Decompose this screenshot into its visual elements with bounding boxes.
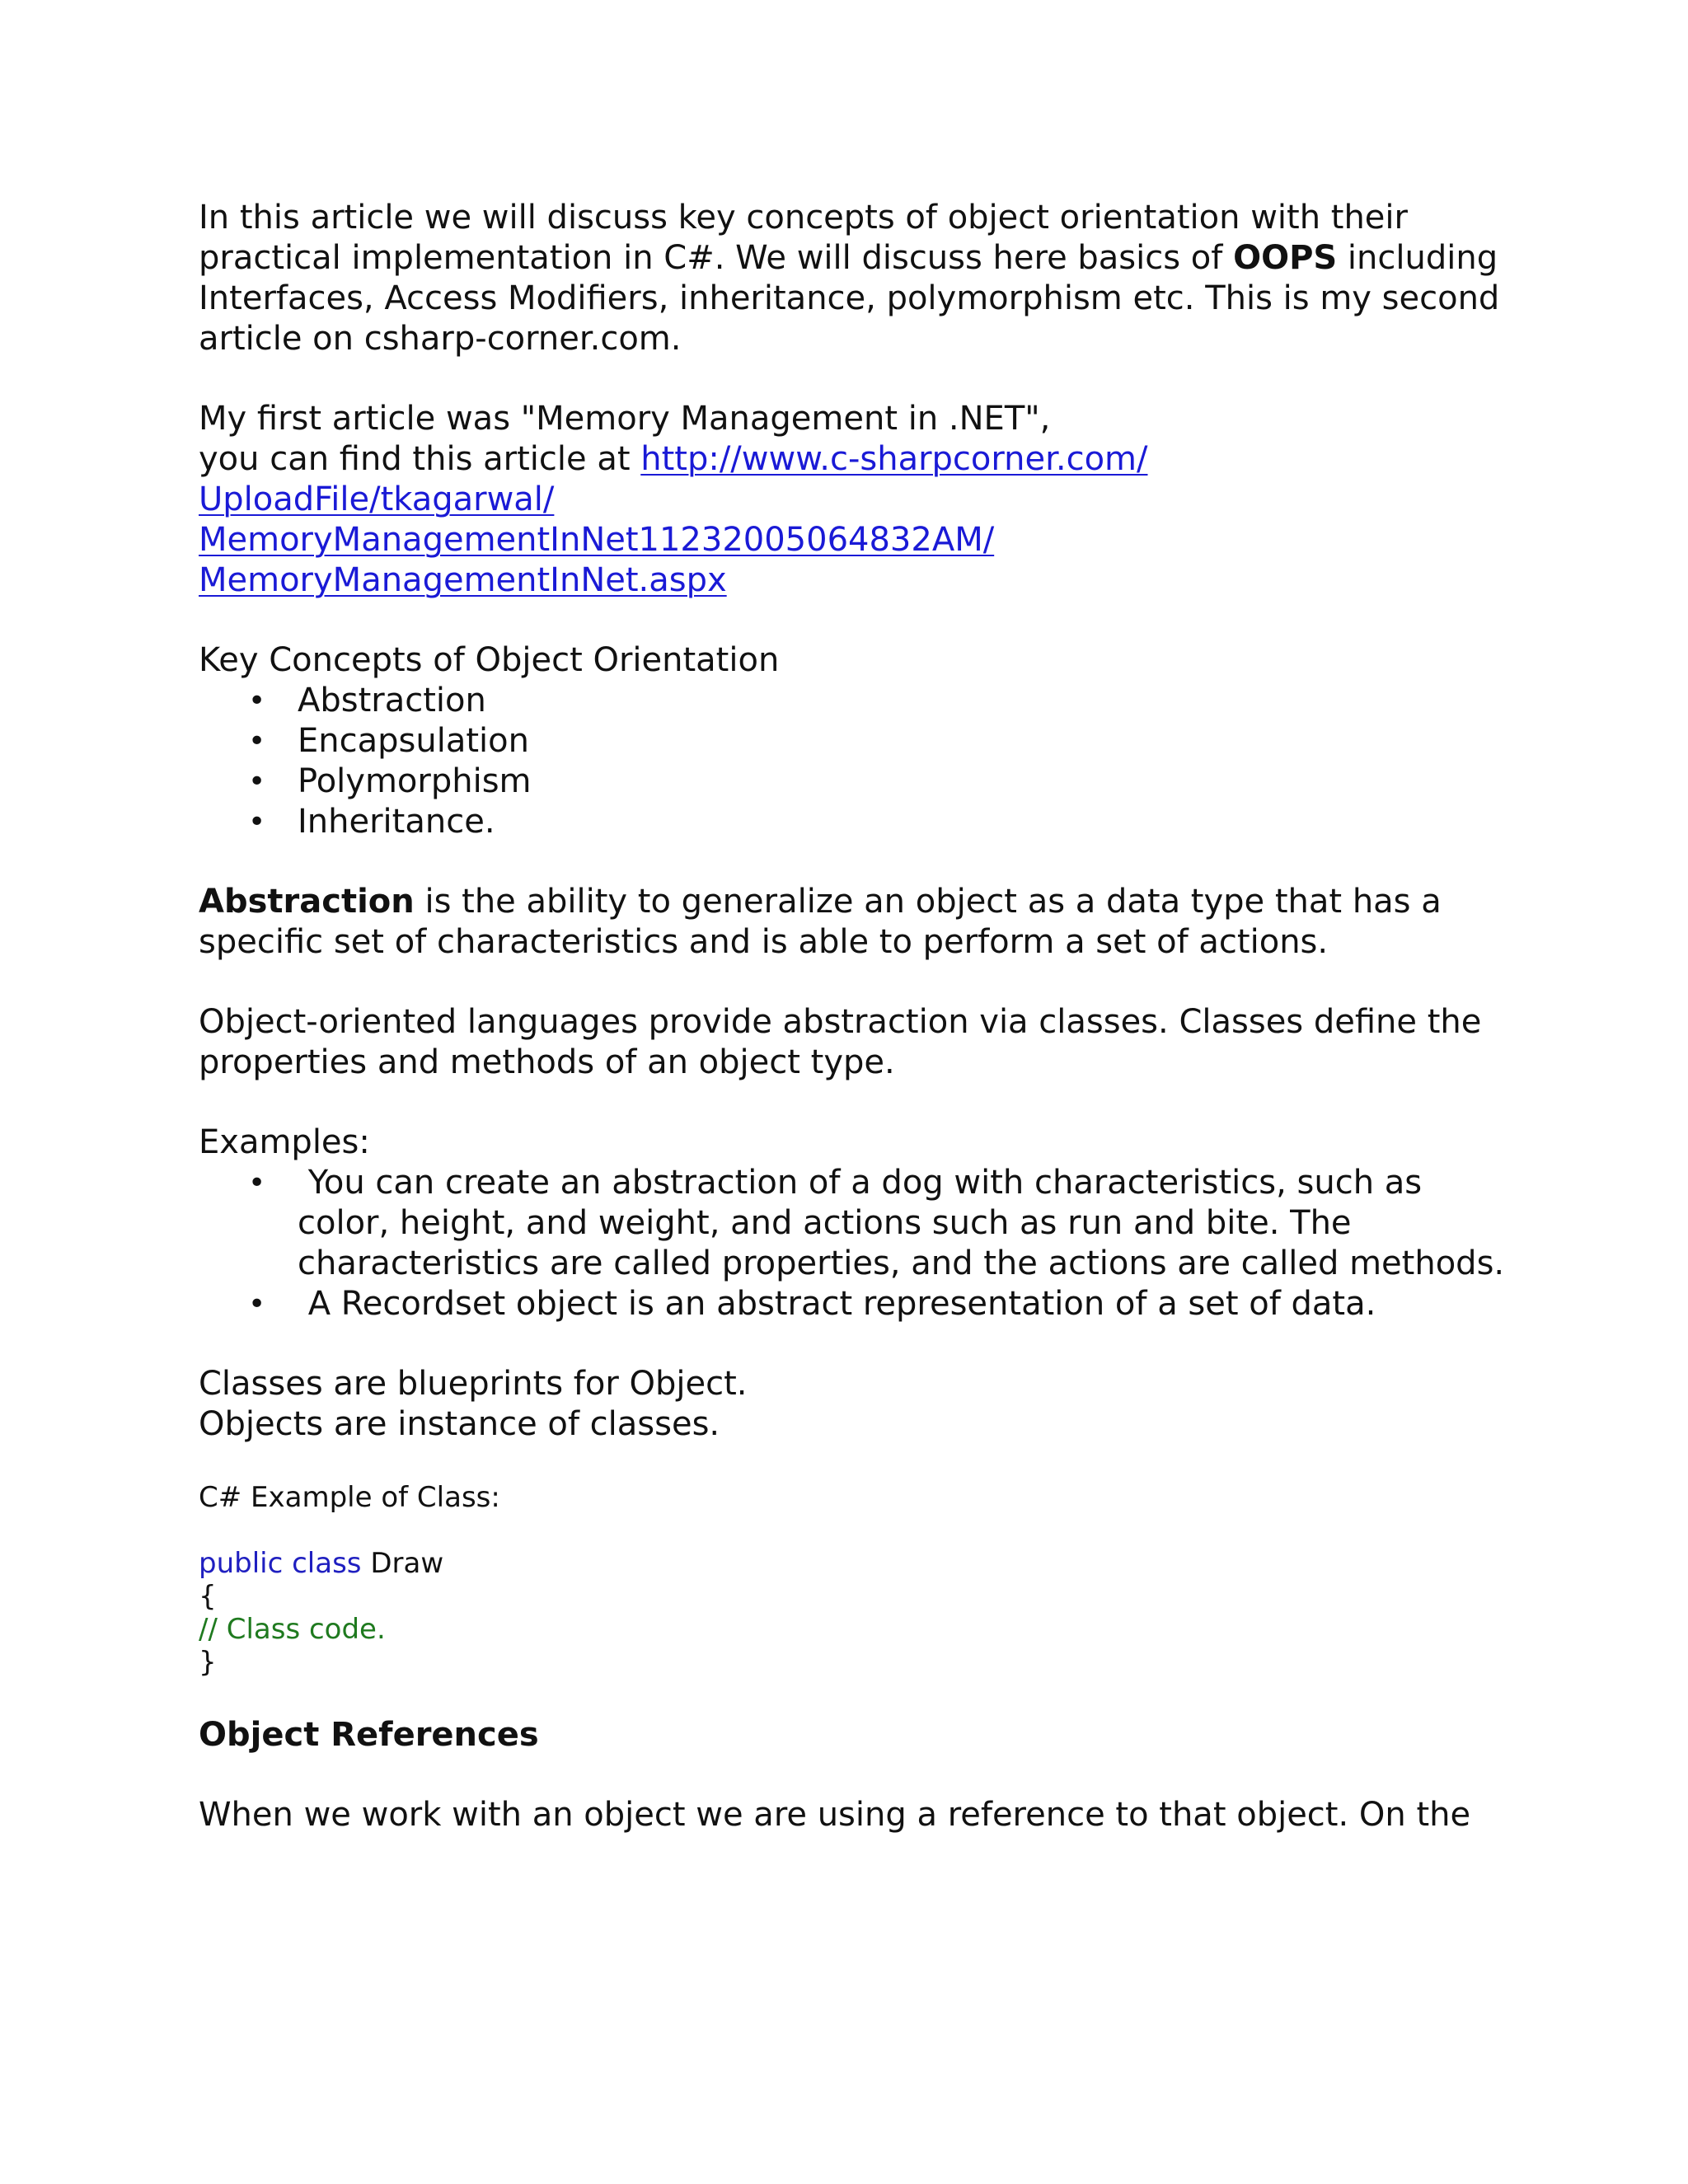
abstraction-term: Abstraction <box>199 883 415 921</box>
list-item <box>199 762 1517 802</box>
key-concepts-list <box>199 681 1517 842</box>
key-concept-label: Inheritance. <box>298 803 495 841</box>
list-item <box>199 681 1517 721</box>
object-references-text: When we work with an object we are using a reference to that object. On the <box>199 1796 1471 1834</box>
code-block <box>199 1547 1517 1679</box>
code-class-name: Draw <box>361 1547 444 1580</box>
bullet-icon: • <box>248 684 266 718</box>
list-item <box>199 802 1517 842</box>
example-text: You can create an abstraction of a dog with characteristics, such as color, height, and weight, and actions such as run and bite. The characteristics are called properties, and the actions are called methods. <box>298 1164 1505 1282</box>
intro-paragraph <box>199 198 1517 359</box>
object-references-heading: Object References <box>199 1716 539 1754</box>
list-item <box>199 721 1517 762</box>
key-concept-label: Abstraction <box>298 682 486 719</box>
key-concepts-heading: Key Concepts of Object Orientation <box>199 641 780 679</box>
intro-bold-oops: OOPS <box>1233 239 1338 277</box>
document-page <box>199 198 1517 1835</box>
abstraction-definition: is the ability to generalize an object as a data type that has a specific set of characteristics and is able to perform a set of actions. <box>199 883 1442 961</box>
code-close-brace: } <box>199 1646 217 1679</box>
bullet-icon: • <box>248 765 266 799</box>
examples-heading: Examples: <box>199 1123 370 1161</box>
blueprints-line1: Classes are blueprints for Object. <box>199 1365 748 1403</box>
bullet-icon: • <box>248 805 266 839</box>
link-part-2: UploadFile/tkagarwal/ <box>199 480 555 518</box>
code-comment: // Class code. <box>199 1613 386 1646</box>
example-text: A Recordset object is an abstract representation of a set of data. <box>298 1285 1376 1323</box>
code-example-heading: C# Example of Class: <box>199 1481 500 1514</box>
bullet-icon: • <box>248 724 266 758</box>
link-part-3: MemoryManagementInNet11232005064832AM/ <box>199 521 995 559</box>
intro-text-start: In this article we will discuss key concepts of object orientation with their practical implementation in C#. We will discuss here basics of <box>199 199 1408 277</box>
list-item <box>199 1284 1517 1324</box>
first-article-line1: My first article was "Memory Management in .NET", <box>199 400 1051 438</box>
key-concept-label: Polymorphism <box>298 762 532 800</box>
code-line-declaration <box>199 1547 1517 1580</box>
blueprints-paragraph <box>199 1364 1517 1445</box>
first-article-paragraph <box>199 399 1517 601</box>
first-article-line2-prefix: you can find this article at <box>199 440 641 478</box>
blueprints-line2: Objects are instance of classes. <box>199 1405 720 1443</box>
code-open-brace: { <box>199 1580 217 1613</box>
bullet-icon: • <box>248 1166 266 1200</box>
link-part-4: MemoryManagementInNet.aspx <box>199 561 727 599</box>
intro-text-end: including Interfaces, Access Modifiers, inheritance, polymorphism etc. This is my second article on csharp-corner.com. <box>199 239 1500 358</box>
abstraction-paragraph <box>199 882 1517 963</box>
classes-paragraph: Object-oriented languages provide abstraction via classes. Classes define the properties and methods of an object type. <box>199 1003 1482 1081</box>
examples-list <box>199 1163 1517 1324</box>
link-part-1: http://www.c-sharpcorner.com/ <box>640 440 1148 478</box>
bullet-icon: • <box>248 1287 266 1321</box>
key-concept-label: Encapsulation <box>298 722 529 760</box>
list-item <box>199 1163 1517 1284</box>
code-keyword: public class <box>199 1547 362 1580</box>
